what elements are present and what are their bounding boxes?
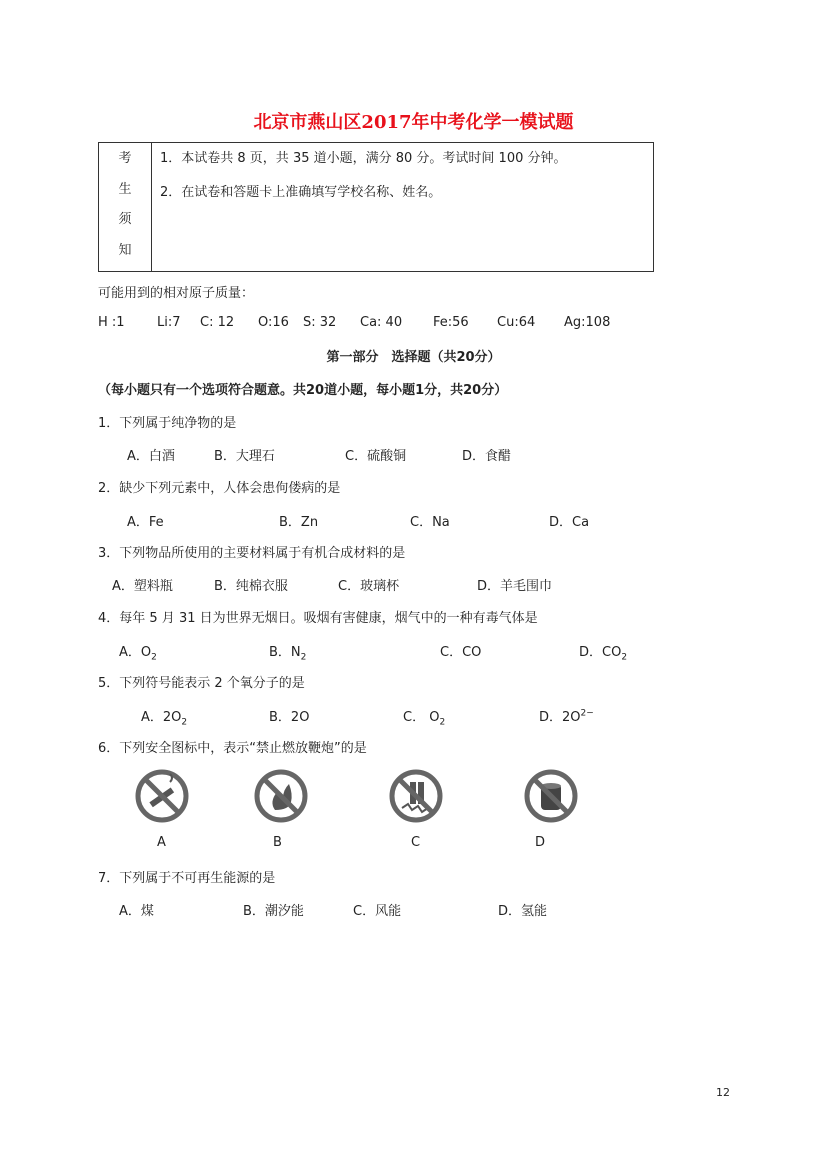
answer-option: B．Zn [279, 515, 319, 530]
notice-item: 2．在试卷和答题卡上准确填写学校名称、姓名。 [160, 185, 442, 200]
answer-option: D．羊毛围巾 [477, 579, 553, 594]
answer-option: B [273, 835, 282, 850]
page-title: 北京市燕山区2017年中考化学一模试题 [253, 112, 574, 133]
answer-option: B．2O [269, 710, 310, 725]
notice-side-label [99, 143, 152, 271]
answer-option: C．玻璃杯 [338, 579, 400, 594]
answer-option: B．大理石 [214, 449, 275, 464]
question-stem: 1．下列属于纯净物的是 [98, 416, 237, 431]
answer-option: D．Ca [549, 515, 590, 530]
answer-option: C [411, 835, 421, 850]
answer-option: D．氢能 [498, 904, 548, 919]
atomic-mass: Ca: 40 [360, 315, 403, 330]
answer-option: B．纯棉衣服 [214, 579, 288, 594]
answer-option: A．塑料瓶 [112, 579, 173, 594]
atomic-mass: O:16 [258, 315, 289, 330]
answer-option: A．白酒 [127, 449, 175, 464]
atomic-mass: Cu:64 [497, 315, 536, 330]
notice-char: 生 [118, 181, 132, 197]
answer-option: A．Fe [127, 515, 164, 530]
answer-option: D．食醋 [462, 449, 512, 464]
answer-option: C．CO [440, 645, 482, 660]
page-number: 12 [716, 1086, 730, 1099]
question-stem: 2．缺少下列元素中，人体会患佝偻病的是 [98, 481, 341, 496]
atomic-mass: S: 32 [303, 315, 337, 330]
answer-option: A．$2O_2$ [141, 710, 188, 728]
answer-option: B．潮汐能 [243, 904, 304, 919]
question-stem: 5．下列符号能表示 2 个氧分子的是 [98, 676, 305, 691]
no-explosives-icon [523, 768, 579, 824]
atomic-mass-label: 可能用到的相对原子质量： [98, 286, 255, 301]
section-note: （每小题只有一个选项符合题意。共20道小题，每小题1分，共20分） [98, 383, 508, 398]
notice-char: 知 [118, 242, 132, 258]
answer-option: D．$2O^{2-}$ [539, 708, 594, 725]
answer-option: C．Na [410, 515, 450, 530]
question-stem: 7．下列属于不可再生能源的是 [98, 871, 276, 886]
question-stem: 6．下列安全图标中，表示“禁止燃放鞭炮”的是 [98, 741, 367, 756]
question-stem: 4．每年 5 月 31 日为世界无烟日。吸烟有害健康，烟气中的一种有毒气体是 [98, 611, 538, 626]
atomic-mass: C: 12 [200, 315, 235, 330]
atomic-mass: Ag:108 [564, 315, 611, 330]
atomic-mass: Fe:56 [433, 315, 469, 330]
answer-option: A [157, 835, 166, 850]
no-fireworks-icon [388, 768, 444, 824]
answer-option: C．风能 [353, 904, 402, 919]
section-title: 第一部分 选择题（共20分） [326, 350, 501, 365]
answer-option: B．$N_2$ [269, 645, 307, 663]
answer-option: A．煤 [119, 904, 154, 919]
notice-item: 1．本试卷共 8 页，共 35 道小题，满分 80 分。考试时间 100 分钟。 [160, 151, 567, 166]
notice-items [152, 143, 575, 271]
no-open-flame-icon [253, 768, 309, 824]
atomic-mass: H :1 [98, 315, 125, 330]
question-stem: 3．下列物品所使用的主要材料属于有机合成材料的是 [98, 546, 406, 561]
answer-option: C．硫酸铜 [345, 449, 407, 464]
atomic-mass: Li:7 [157, 315, 181, 330]
answer-option: A．$O_2$ [119, 645, 157, 663]
notice-char: 须 [118, 212, 132, 227]
no-smoking-icon [134, 768, 190, 824]
answer-option: D [535, 835, 546, 850]
answer-option: C． $O_2$ [403, 710, 446, 728]
exam-notice-box [98, 142, 654, 272]
notice-char: 考 [118, 151, 132, 166]
answer-option: D．$CO_2$ [579, 645, 628, 663]
